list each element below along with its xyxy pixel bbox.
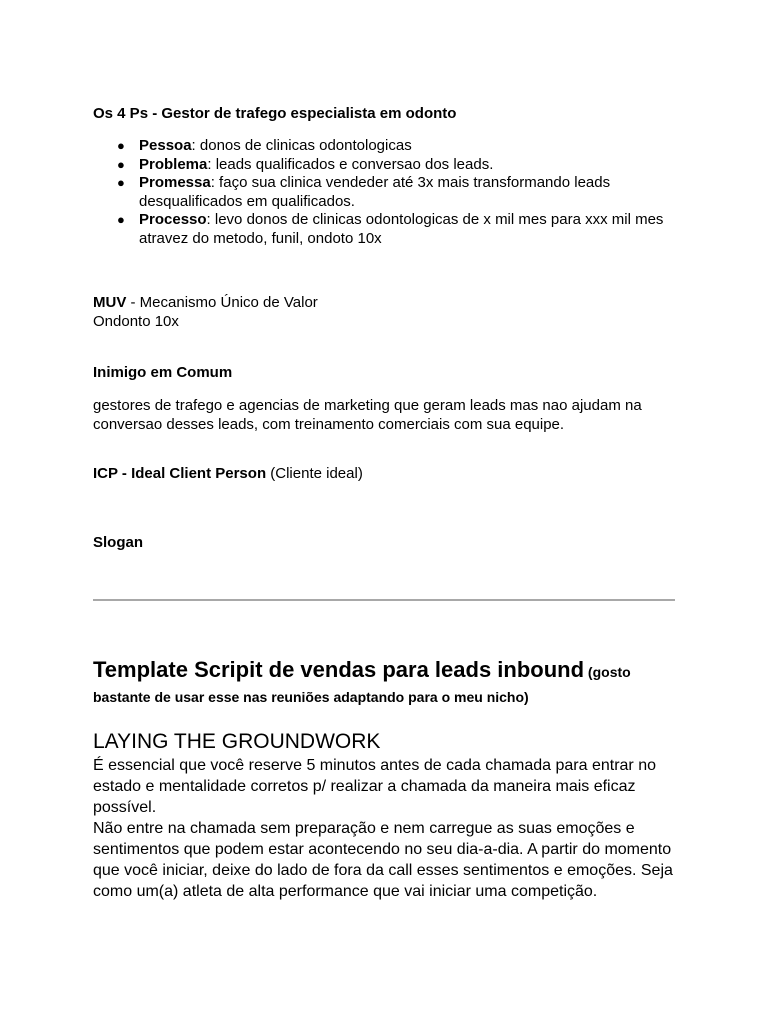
list-item [93,137,683,156]
list-item [93,156,683,175]
groundwork-paragraph-2: Não entre na chamada sem preparação e nem carregue as suas emoções e sentimentos que podem estar acontecendo no seu dia-a-dia. A partir do momento que você iniciar, deixe do lado de fora da call esses sentimentos e emoções. Seja como um(a) atleta de alta performance que vai iniciar uma competição. [93,820,673,900]
list-item-text: : donos de clinicas odontologicas [191,137,412,154]
groundwork-heading: LAYING THE GROUNDWORK [93,730,381,753]
list-item [93,174,683,211]
muv-value: Ondonto 10x [93,312,179,330]
muv-line [93,294,318,313]
muv-term: MUV [93,294,127,311]
list-item-term: Promessa [139,174,211,191]
bullet-icon: ● [117,212,125,227]
inimigo-heading: Inimigo em Comum [93,364,233,381]
template-title [93,657,683,708]
list-item-text: : levo donos de clinicas odontologicas de x mil mes para xxx mil mes atravez do metodo, funil, ondoto 10x [139,211,664,247]
list-item-term: Pessoa [139,137,192,154]
template-title-main: Template Scripit de vendas para leads inbound [93,657,585,682]
icp-term: ICP - Ideal Client Person [93,465,267,482]
inimigo-paragraph: gestores de trafego e agencias de marketing que geram leads mas nao ajudam na conversao desses leads, com treinamento comerciais com sua equipe. [93,397,642,433]
four-ps-heading: Os 4 Ps - Gestor de trafego especialista em odonto [93,105,457,122]
list-item-term: Problema [139,155,208,173]
groundwork-body [93,755,675,902]
muv-section [93,294,318,331]
template-subtitle-part2: bastante de usar esse nas reuniões adaptando para o meu nicho) [93,689,529,705]
bullet-icon: ● [117,156,125,172]
groundwork-paragraph-1: É essencial que você reserve 5 minutos antes de cada chamada para entrar no estado e mentalidade corretos p/ realizar a chamada da maneira mais eficaz possível. [93,757,656,816]
list-item [93,211,683,248]
list-item-term: Processo [139,211,207,228]
icp-line [93,465,363,483]
list-item-text: : faço sua clinica vendeder até 3x mais transformando leads desqualificados em qualificados. [139,174,611,210]
bullet-icon: ● [117,175,125,190]
four-ps-list [93,137,683,248]
bullet-icon: ● [117,138,125,153]
list-item-text: : leads qualificados e conversao dos leads. [207,155,494,173]
slogan-heading: Slogan [93,534,144,551]
template-subtitle-part1: (gosto [584,664,631,680]
icp-text: (Cliente ideal) [266,465,363,482]
muv-text: - Mecanismo Único de Valor [126,294,318,311]
horizontal-divider [93,599,675,601]
